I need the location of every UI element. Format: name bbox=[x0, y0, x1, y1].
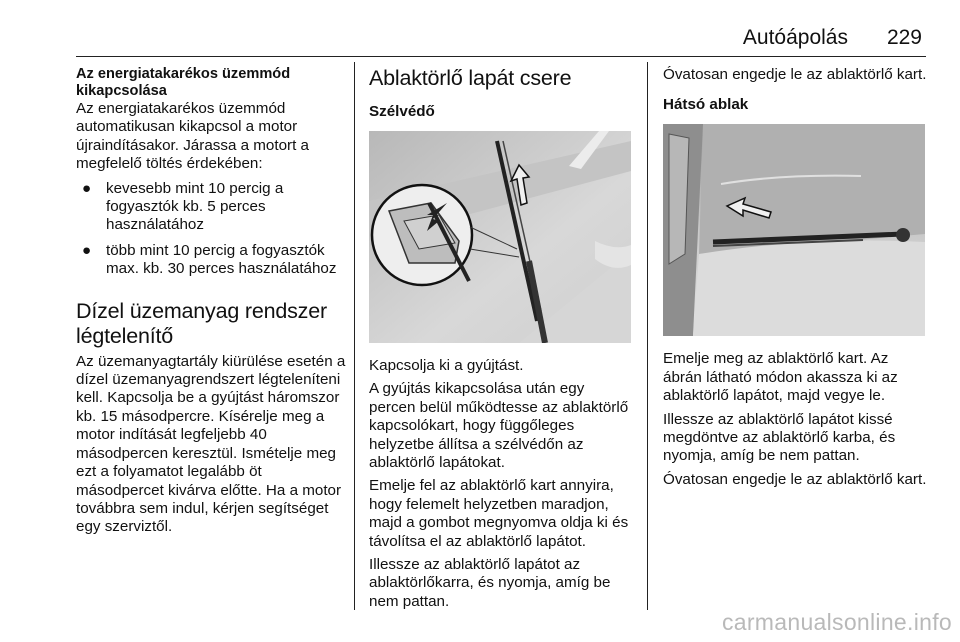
heading-wiper-replacement: Ablaktörlő lapát csere bbox=[369, 66, 572, 90]
heading-diesel-bleed: Dízel üzemanyag rendszer légtelenítő bbox=[76, 298, 327, 348]
column-middle bbox=[369, 66, 633, 616]
column-divider-2 bbox=[647, 62, 648, 610]
rear-wiper-step-3: Óvatosan engedje le az ablaktörlő kart. bbox=[663, 470, 927, 488]
rear-wiper-step-2: Illessze az ablaktörlő lapátot kissé megdöntve az ablaktörlő karba, és nyomja, amíg be nem pattan. bbox=[663, 410, 896, 465]
page-header bbox=[76, 26, 926, 56]
list-item-text: több mint 10 percig a fogyasztók max. kb. 30 perces használatához bbox=[106, 241, 337, 278]
bullet-dot: ● bbox=[82, 179, 92, 197]
column-right bbox=[663, 66, 927, 494]
windshield-wiper-icon bbox=[369, 131, 631, 343]
wiper-step-1: Kapcsolja ki a gyújtást. bbox=[369, 357, 524, 374]
rear-wiper-step-1: Emelje meg az ablaktörlő kart. Az ábrán látható módon akassza ki az ablaktörlő lapátot, majd vegye le. bbox=[663, 350, 898, 405]
paragraph-lower-arm: Óvatosan engedje le az ablaktörlő kart. bbox=[663, 66, 927, 83]
wiper-step-2: A gyújtás kikapcsolása után egy percen belül működtesse az ablaktörlő kapcsolókart, hogy függőleges helyzetbe állítsa a szélvédőn az ablaktörlő lapátokat. bbox=[369, 380, 629, 472]
header-divider bbox=[76, 56, 926, 57]
column-left bbox=[76, 66, 346, 542]
bullet-dot: ● bbox=[82, 241, 92, 259]
watermark: carmanualsonline.info bbox=[721, 609, 952, 635]
list-item-text: kevesebb mint 10 percig a fogyasztók kb. 5 perces használatához bbox=[106, 179, 284, 234]
heading-energy-saving: Az energiatakarékos üzemmód kikapcsolása bbox=[76, 66, 291, 99]
wiper-step-3: Emelje fel az ablaktörlő kart annyira, hogy felemelt helyzetben maradjon, majd a gombot megnyomva oldja ki és távolítsa el az ablaktörlő lapátot. bbox=[369, 477, 629, 550]
subheading-windshield: Szélvédő bbox=[369, 103, 435, 120]
paragraph-energy-saving: Az energiatakarékos üzemmód automatikusan kikapcsol a motor újraindításakor. Járassa a motort a megfelelő töltés érdekében: bbox=[76, 100, 309, 173]
paragraph-diesel-bleed: Az üzemanyagtartály kiürülése esetén a dízel üzemanyagrendszert légteleníteni kell. Kapcsolja be a gyújtást háromszor kb. 15 másodpercre. Kísérelje meg a motor indítását legfeljebb 40 másodpercen keresztül. Ismételje meg ezt a folyamatot legalább öt másodpercet kivárva előtte. Ha a motor továbbra sem indul, kérjen segítséget egy szerviztől. bbox=[76, 352, 346, 536]
list-item bbox=[76, 242, 346, 279]
rear-wiper-icon bbox=[663, 124, 925, 336]
column-divider-1 bbox=[354, 62, 355, 610]
subheading-rear-window: Hátsó ablak bbox=[663, 96, 749, 114]
wiper-step-4: Illessze az ablaktörlő lapátot az ablaktörlőkarra, és nyomja, amíg be nem pattan. bbox=[369, 556, 611, 610]
rear-wiper-illustration bbox=[663, 124, 925, 336]
bullet-list bbox=[76, 180, 346, 279]
page-number: 229 bbox=[886, 26, 922, 49]
list-item bbox=[76, 180, 346, 235]
section-title: Autóápolás bbox=[742, 26, 848, 49]
windshield-wiper-illustration bbox=[369, 131, 631, 343]
